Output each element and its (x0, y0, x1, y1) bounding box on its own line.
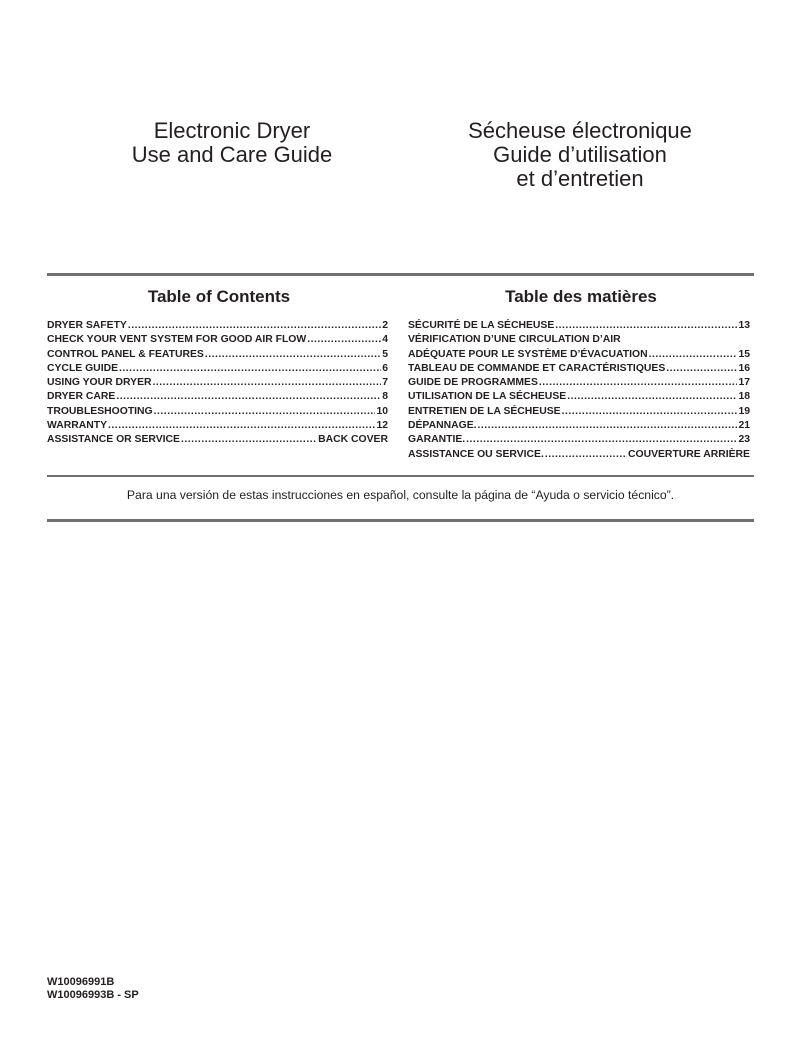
toc-entry-label: UTILISATION DE LA SÉCHEUSE (408, 391, 567, 403)
toc-entry-label: VÉRIFICATION D’UNE CIRCULATION D’AIR (408, 334, 621, 346)
toc-entry-label: CYCLE GUIDE (47, 362, 119, 374)
toc-entry-page: 12 (376, 420, 388, 432)
toc-entry-page: 15 (738, 348, 750, 360)
toc-entry[interactable] (47, 419, 388, 433)
document-number-english: W10096991B (47, 976, 115, 988)
toc-entry-page: 6 (382, 362, 388, 374)
toc-entry-label: DRYER SAFETY (47, 320, 127, 331)
toc-entry-page: 17 (738, 377, 750, 389)
spanish-version-note: Para una versión de estas instrucciones en español, consulte la página de “Ayuda o servicio técnico”. (126, 488, 675, 502)
toc-entry-label: TABLEAU DE COMMANDE ET CARACTÉRISTIQUES (408, 362, 666, 374)
toc-entry[interactable] (47, 348, 388, 362)
french-title (420, 119, 740, 191)
toc-entry[interactable] (47, 405, 388, 419)
document-numbers (47, 976, 139, 1002)
toc-entry-label: CONTROL PANEL & FEATURES (47, 348, 204, 360)
toc-entry[interactable] (47, 376, 388, 390)
french-title-line-3: et d’entretien (516, 166, 644, 191)
french-title-line-2: Guide d’utilisation (493, 142, 667, 167)
document-number-spanish: W10096993B - SP (47, 989, 139, 1001)
toc-entry-page: 13 (738, 320, 750, 331)
toc-entry-page: 21 (738, 420, 750, 432)
toc-entry-page: 19 (738, 405, 750, 417)
toc-entry-label: ASSISTANCE OU SERVICE. (408, 448, 544, 460)
toc-entry-page: 16 (738, 362, 750, 374)
toc-heading-french: Table des matières (505, 287, 657, 306)
toc-entry-label: ADÉQUATE POUR LE SYSTÈME D’ÉVACUATION (408, 348, 648, 360)
toc-entry[interactable] (408, 405, 750, 419)
toc-entry-label: DÉPANNAGE. (408, 420, 477, 432)
english-title-line-1: Electronic Dryer (153, 118, 311, 143)
toc-entry[interactable] (408, 348, 750, 362)
top-divider (47, 273, 754, 276)
toc-entry-page: 18 (738, 391, 750, 403)
toc-entry[interactable] (408, 362, 750, 376)
toc-list-french (408, 319, 750, 462)
toc-entry[interactable] (47, 390, 388, 404)
french-title-line-1: Sécheuse électronique (468, 118, 692, 143)
toc-entry[interactable] (408, 333, 750, 347)
toc-entry-label: ENTRETIEN DE LA SÉCHEUSE (408, 405, 561, 417)
toc-entry-label: WARRANTY (47, 420, 108, 432)
toc-entry-label: SÉCURITÉ DE LA SÉCHEUSE (408, 320, 555, 331)
toc-entry[interactable] (408, 319, 750, 333)
toc-entry[interactable] (47, 362, 388, 376)
english-title (72, 119, 392, 167)
toc-list-english (47, 319, 388, 448)
toc-entry-page: COUVERTURE ARRIÈRE (627, 448, 750, 460)
toc-entry[interactable] (408, 390, 750, 404)
toc-heading-english: Table of Contents (147, 287, 291, 306)
toc-entry-page: 7 (382, 377, 388, 389)
toc-entry-page: 23 (738, 434, 750, 446)
bottom-divider (47, 519, 754, 522)
middle-divider (47, 475, 754, 477)
toc-entry[interactable] (408, 448, 750, 462)
toc-entry-label: GARANTIE. (408, 434, 466, 446)
toc-entry-page: 4 (382, 334, 388, 346)
toc-entry[interactable] (47, 433, 388, 447)
toc-entry-label: USING YOUR DRYER (47, 377, 152, 389)
toc-entry-label: GUIDE DE PROGRAMMES (408, 377, 538, 389)
toc-entry[interactable] (408, 376, 750, 390)
toc-entry-label: ASSISTANCE OR SERVICE (47, 434, 180, 446)
toc-entry[interactable] (408, 433, 750, 447)
toc-entry-page: 10 (376, 405, 388, 417)
toc-entry-page: 5 (382, 348, 388, 360)
toc-entry[interactable] (47, 319, 388, 333)
toc-entry[interactable] (47, 333, 388, 347)
toc-entry-page: BACK COVER (318, 434, 388, 446)
toc-entry-label: TROUBLESHOOTING (47, 405, 153, 417)
toc-entry-page: 2 (382, 320, 388, 331)
toc-entry-page: 8 (382, 391, 388, 403)
english-title-line-2: Use and Care Guide (131, 142, 333, 167)
toc-entry-label: CHECK YOUR VENT SYSTEM FOR GOOD AIR FLOW (47, 334, 307, 346)
toc-entry[interactable] (408, 419, 750, 433)
toc-entry-label: DRYER CARE (47, 391, 116, 403)
